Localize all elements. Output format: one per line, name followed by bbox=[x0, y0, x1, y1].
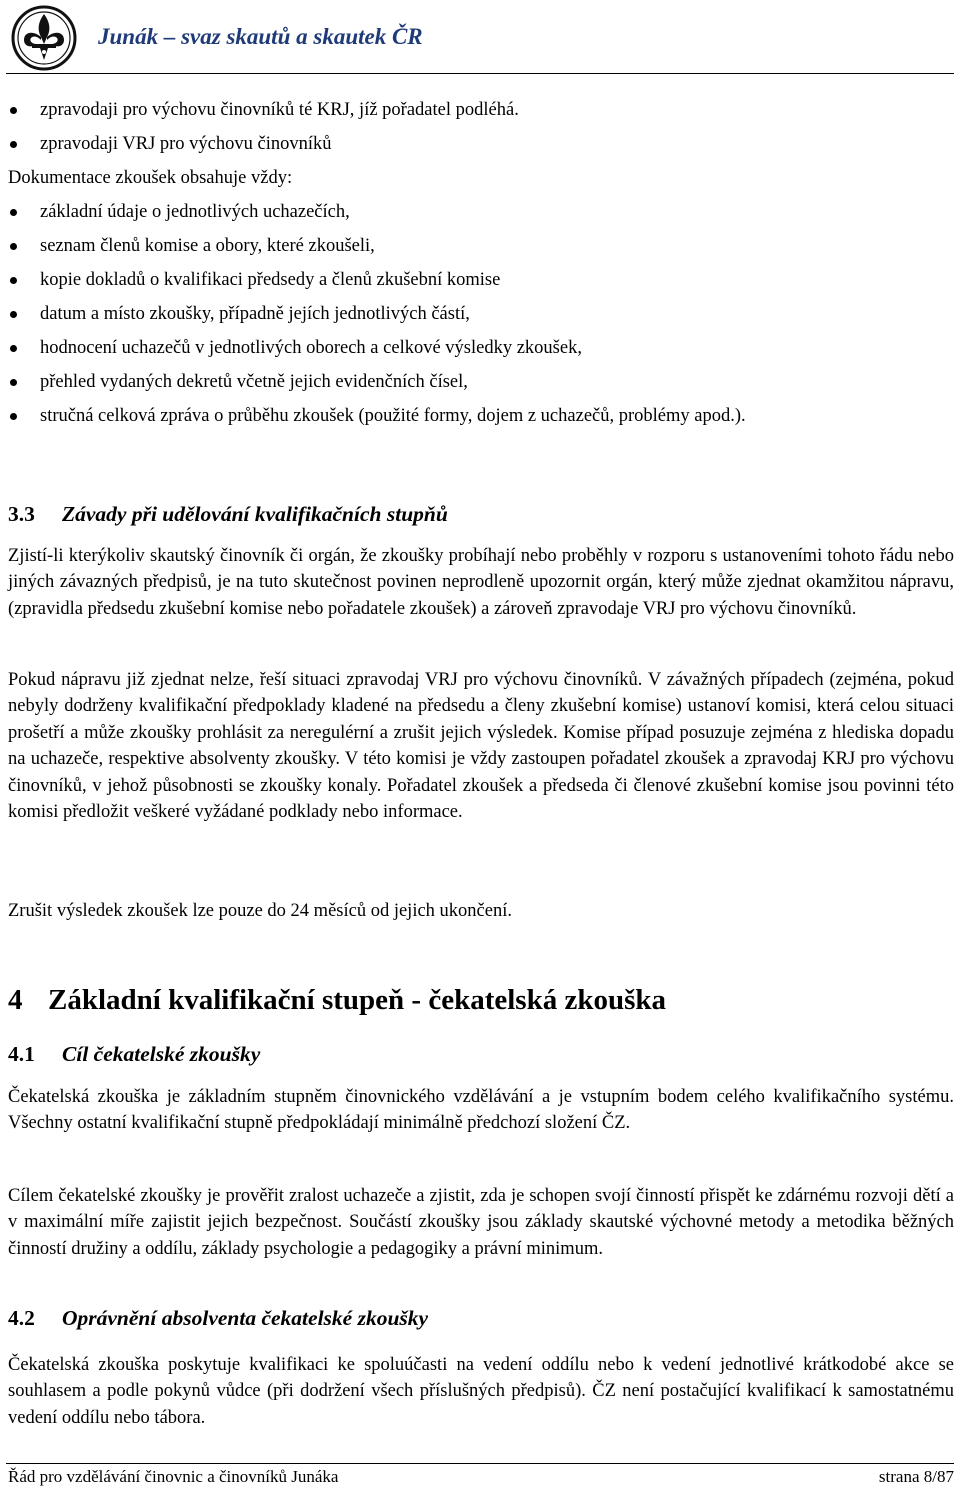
footer-divider bbox=[6, 1463, 954, 1464]
section-heading-4-2: 4.2 Oprávnění absolventa čekatelské zkoušky bbox=[8, 1306, 429, 1330]
page-header bbox=[6, 2, 954, 74]
chapter-heading-4: 4 Základní kvalifikační stupeň - čekatelská zkouška bbox=[8, 984, 667, 1016]
documentation-list bbox=[8, 199, 954, 437]
documentation-intro: Dokumentace zkoušek obsahuje vždy: bbox=[8, 168, 293, 188]
section-heading-4-1: 4.1 Cíl čekatelské zkoušky bbox=[8, 1042, 261, 1066]
page-number: strana 8/87 bbox=[878, 1467, 954, 1486]
list-item: stručná celková zpráva o průběhu zkoušek (použité formy, dojem z uchazečů, problémy apod.). bbox=[8, 403, 954, 437]
bullet-icon bbox=[10, 311, 17, 318]
paragraph: Zjistí-li kterýkoliv skautský činovník či orgán, že zkoušky probíhají nebo proběhly v rozporu s ustanoveními tohoto řádu nebo jiných závazných předpisů, je na tuto skutečnost povinen neprodleně upozornit orgán, který může zjednat okamžitou nápravu, (zpravidla předsedu zkušební komise nebo pořadatele zkoušek) a zároveň zpravodaje VRJ pro výchovu činovníků. bbox=[8, 546, 954, 619]
list-item: přehled vydaných dekretů včetně jejich evidenčních čísel, bbox=[8, 369, 954, 403]
bullet-icon bbox=[10, 345, 17, 352]
bullet-icon bbox=[10, 107, 17, 114]
paragraph: Čekatelská zkouška poskytuje kvalifikaci ke spoluúčasti na vedení oddílu nebo k vedení jednotlivé krátkodobé akce se souhlasem a podle pokynů vůdce (při dodržení všech příslušných předpisů). ČZ není postačující kvalifikací k samostatnému vedení oddílu nebo tábora. bbox=[8, 1355, 954, 1428]
paragraph: Cílem čekatelské zkoušky je prověřit zralost uchazeče a zjistit, zda je schopen svojí činností přispět ke zdárnému rozvoji dětí a v maximální míře zajistit jejich bezpečnost. Součástí zkoušky jsou základy skautské výchovné metody a metodika běžných činností družiny a oddílu, základy psychologie a pedagogiky a právní minimum. bbox=[8, 1186, 954, 1259]
bullet-icon bbox=[10, 413, 17, 420]
recipients-list bbox=[8, 97, 954, 165]
header-divider bbox=[6, 73, 954, 74]
list-item: zpravodaji pro výchovu činovníků té KRJ, jíž pořadatel podléhá. bbox=[8, 97, 954, 131]
list-item: datum a místo zkoušky, případně jejích jednotlivých částí, bbox=[8, 301, 954, 335]
page-content bbox=[8, 84, 954, 437]
lily-emblem-icon bbox=[8, 4, 80, 72]
paragraph: Pokud nápravu již zjednat nelze, řeší situaci zpravodaj VRJ pro výchovu činovníků. V závažných případech (zejména, pokud nebyly dodrženy kvalifikační předpoklady kladené na předsedu a členy zkušební komise) ustanoví komisi, která celou situaci prošetří a může zkoušky prohlásit za neregulérní a zrušit jejich výsledek. Komise případ posuzuje zejména z hlediska dopadu na uchazeče, respektive absolventy zkoušky. V této komisi je vždy zastoupen pořadatel zkoušek a zpravodaj KRJ pro výchovu činovníků, v jehož působnosti se zkoušky konaly. Pořadatel zkoušek a předseda či členové zkušební komise jsou povinni této komisi předložit veškeré vyžádané podklady nebo informace. bbox=[8, 670, 954, 823]
bullet-icon bbox=[10, 141, 17, 148]
list-item: kopie dokladů o kvalifikaci předsedy a členů zkušební komise bbox=[8, 267, 954, 301]
list-item: zpravodaji VRJ pro výchovu činovníků bbox=[8, 131, 954, 165]
organization-name: Junák – svaz skautů a skautek ČR bbox=[98, 24, 423, 49]
list-item: seznam členů komise a obory, které zkoušeli, bbox=[8, 233, 954, 267]
bullet-icon bbox=[10, 379, 17, 386]
bullet-icon bbox=[10, 243, 17, 250]
list-item: hodnocení uchazečů v jednotlivých oborech a celkové výsledky zkoušek, bbox=[8, 335, 954, 369]
list-item: základní údaje o jednotlivých uchazečích, bbox=[8, 199, 954, 233]
paragraph: Čekatelská zkouška je základním stupněm činovnického vzdělávání a je vstupním bodem celého kvalifikačního systému. Všechny ostatní kvalifikační stupně předpokládají minimálně předchozí složení ČZ. bbox=[8, 1087, 954, 1134]
footer-document-title: Řád pro vzdělávání činovnic a činovníků Junáka bbox=[8, 1467, 339, 1486]
bullet-icon bbox=[10, 209, 17, 216]
section-heading-3-3: 3.3 Závady při udělování kvalifikačních stupňů bbox=[8, 502, 448, 526]
bullet-icon bbox=[10, 277, 17, 284]
paragraph: Zrušit výsledek zkoušek lze pouze do 24 měsíců od jejich ukončení. bbox=[8, 901, 512, 921]
